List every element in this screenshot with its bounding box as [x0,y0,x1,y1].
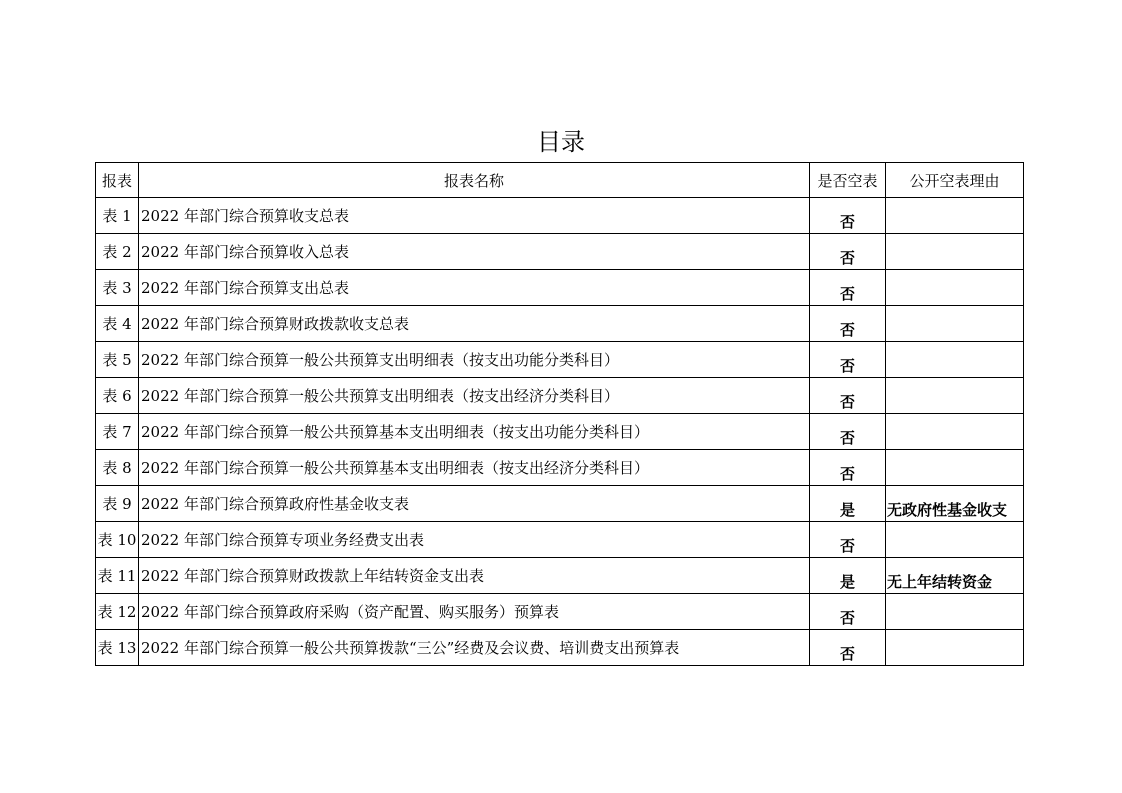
row-reason-cell: 无政府性基金收支 [886,486,1024,522]
page-title: 目录 [537,128,585,156]
row-empty-cell: 否 [810,522,886,558]
table-row [96,594,1024,630]
row-empty-cell: 否 [810,378,886,414]
row-empty-cell: 否 [810,198,886,234]
header-cell-empty: 是否空表 [810,163,886,198]
table-row [96,270,1024,306]
row-name-cell: 2022 年部门综合预算收支总表 [139,198,810,234]
row-name-cell: 2022 年部门综合预算政府采购（资产配置、购买服务）预算表 [139,594,810,630]
row-name-cell: 2022 年部门综合预算财政拨款上年结转资金支出表 [139,558,810,594]
row-number-cell: 表 4 [96,306,139,342]
table-row [96,558,1024,594]
row-number-cell: 表 5 [96,342,139,378]
row-number-cell: 表 1 [96,198,139,234]
table-row [96,630,1024,666]
row-name-cell: 2022 年部门综合预算政府性基金收支表 [139,486,810,522]
row-reason-cell [886,234,1024,270]
table-row [96,234,1024,270]
row-reason-cell [886,450,1024,486]
table-row [96,414,1024,450]
row-number-cell: 表 13 [96,630,139,666]
row-name-cell: 2022 年部门综合预算专项业务经费支出表 [139,522,810,558]
row-number-cell: 表 3 [96,270,139,306]
table-row [96,198,1024,234]
row-number-cell: 表 7 [96,414,139,450]
row-name-cell: 2022 年部门综合预算一般公共预算基本支出明细表（按支出功能分类科目） [139,414,810,450]
table-row [96,450,1024,486]
row-reason-cell [886,342,1024,378]
row-reason-cell [886,378,1024,414]
row-empty-cell: 否 [810,414,886,450]
table-row [96,342,1024,378]
row-name-cell: 2022 年部门综合预算一般公共预算拨款“三公”经费及会议费、培训费支出预算表 [139,630,810,666]
header-row [96,163,1024,198]
row-empty-cell: 否 [810,342,886,378]
row-name-cell: 2022 年部门综合预算一般公共预算支出明细表（按支出经济分类科目） [139,378,810,414]
row-name-cell: 2022 年部门综合预算收入总表 [139,234,810,270]
row-reason-cell [886,414,1024,450]
row-reason-cell [886,306,1024,342]
table-row [96,378,1024,414]
row-name-cell: 2022 年部门综合预算财政拨款收支总表 [139,306,810,342]
row-reason-cell [886,198,1024,234]
row-number-cell: 表 11 [96,558,139,594]
row-empty-cell: 是 [810,486,886,522]
row-empty-cell: 否 [810,594,886,630]
row-number-cell: 表 8 [96,450,139,486]
row-name-cell: 2022 年部门综合预算支出总表 [139,270,810,306]
row-name-cell: 2022 年部门综合预算一般公共预算支出明细表（按支出功能分类科目） [139,342,810,378]
row-reason-cell: 无上年结转资金 [886,558,1024,594]
row-empty-cell: 否 [810,450,886,486]
table-row [96,522,1024,558]
header-cell-reason: 公开空表理由 [886,163,1024,198]
row-number-cell: 表 6 [96,378,139,414]
row-reason-cell [886,270,1024,306]
row-empty-cell: 否 [810,630,886,666]
row-empty-cell: 是 [810,558,886,594]
row-empty-cell: 否 [810,306,886,342]
table-row [96,486,1024,522]
row-reason-cell [886,522,1024,558]
row-reason-cell [886,594,1024,630]
row-name-cell: 2022 年部门综合预算一般公共预算基本支出明细表（按支出经济分类科目） [139,450,810,486]
header-cell-no: 报表 [96,163,139,198]
row-empty-cell: 否 [810,270,886,306]
row-reason-cell [886,630,1024,666]
row-number-cell: 表 10 [96,522,139,558]
header-cell-name: 报表名称 [139,163,810,198]
row-number-cell: 表 12 [96,594,139,630]
row-empty-cell: 否 [810,234,886,270]
toc-table [95,162,1024,666]
table-row [96,306,1024,342]
row-number-cell: 表 9 [96,486,139,522]
row-number-cell: 表 2 [96,234,139,270]
